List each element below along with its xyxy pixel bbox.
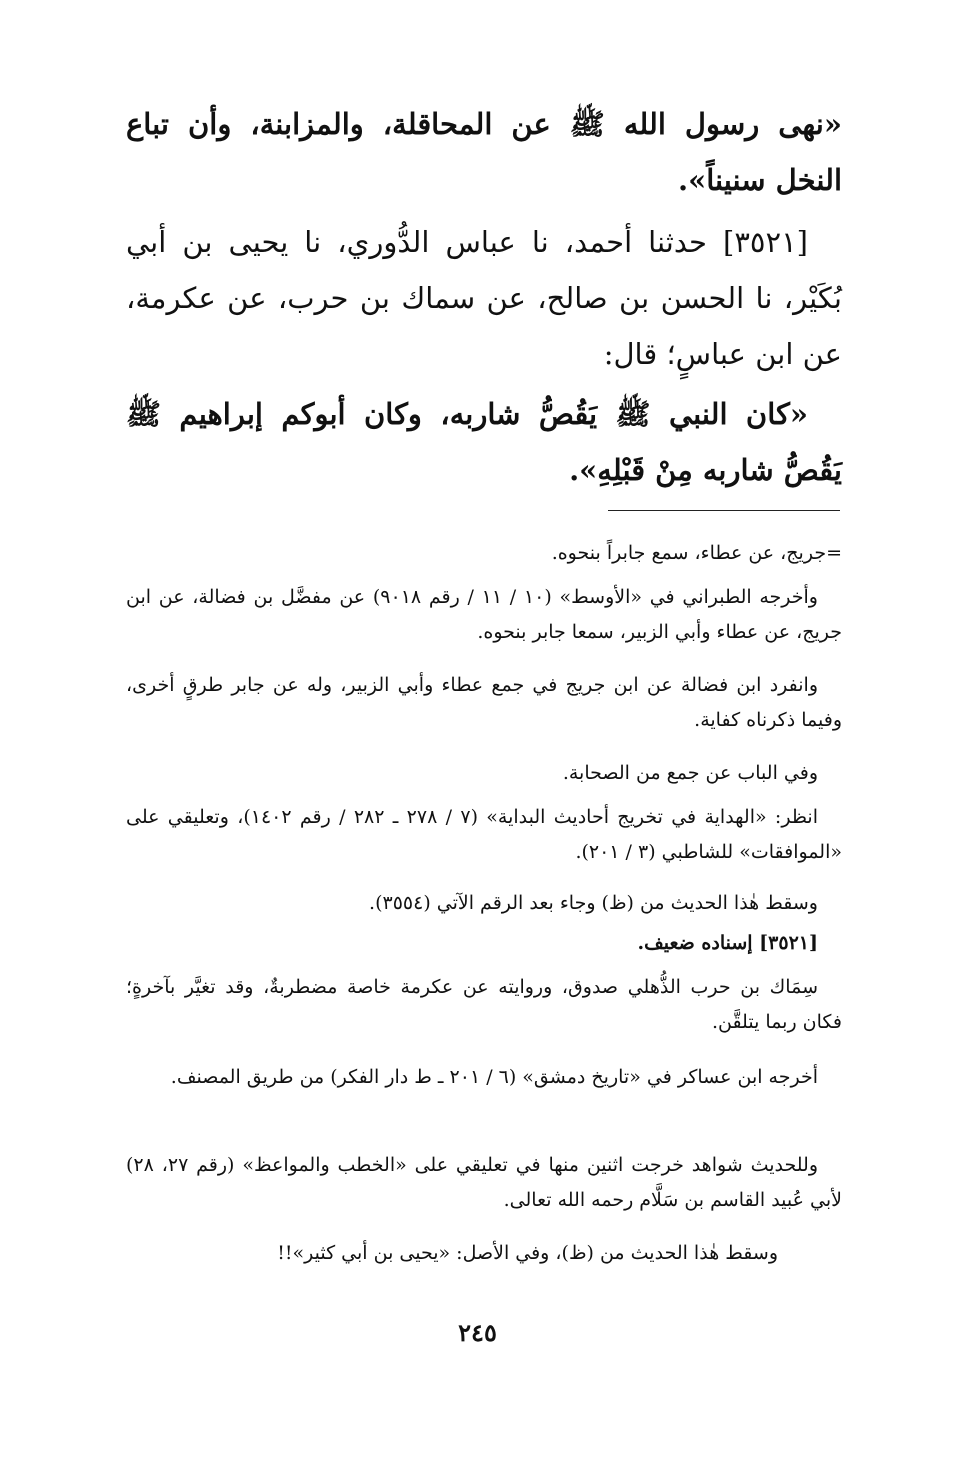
footnote-line: وسقط هٰذا الحديث من (ظ)، وفي الأصل: «يحيى بن أبي كثير»!! (277, 1242, 778, 1264)
footnote-line: وأخرجه الطبراني في «الأوسط» (١٠ / ١١ / رقم ٩٠١٨) عن مفضَّل بن فضالة، عن ابن جريج، عن عطاء وأبي الزبير، سمعا جابر بنحوه. (126, 586, 842, 643)
footnote-line: وللحديث شواهد خرجت اثنين منها في تعليقي على «الخطب والمواعظ» (رقم ٢٧، ٢٨) لأبي عُبيد القاسم بن سَلَّام رحمه الله تعالى. (126, 1154, 842, 1211)
footnote-line: وسقط هٰذا الحديث من (ظ) وجاء بعد الرقم الآتي (٣٥٥٤). (369, 892, 818, 914)
footnote-line: سِمَاك بن حرب الذُّهلي صدوق، وروايته عن عكرمة خاصة مضطربةٌ، وقد تغيَّر بآخرةٍ؛ فكان ربما يتلقَّن. (126, 976, 842, 1033)
hadith-3521-isnad: [٣٥٢١] حدثنا أحمد، نا عباس الدُّوري، نا يحيى بن أبي بُكَيْر، نا الحسن بن صالح، عن سماك بن حرب، عن عكرمة، عن ابن عباسٍ؛ قال: (126, 225, 842, 371)
footnote-line: انظر: «الهداية في تخريج أحاديث البداية» (٧ / ٢٧٨ ـ ٢٨٢ / رقم ١٤٠٢)، وتعليقي على «الموافقات» للشاطبي (٣ / ٢٠١). (126, 806, 842, 863)
footnote-line: =جريج، عن عطاء، سمع جابراً بنحوه. (551, 542, 842, 564)
hadith-prev-matn: «نهى رسول الله ﷺ عن المحاقلة، والمزابنة، وأن تباع النخل سنيناً». (126, 107, 842, 197)
footnote-line: وانفرد ابن فضالة عن ابن جريج في جمع عطاء وأبي الزبير، وله عن جابر طرقٍ أخرى، وفيما ذكرناه كفاية. (126, 674, 842, 731)
page-number: ٢٤٥ (458, 1318, 497, 1347)
hadith-3521-matn: «كان النبي ﷺ يَقُصُّ شاربه، وكان أبوكم إبراهيم ﷺ يَقُصُّ شاربه مِنْ قَبْلِهِ». (126, 397, 842, 487)
footnote-separator (608, 510, 840, 511)
footnote-line: أخرجه ابن عساكر في «تاريخ دمشق» (٦ / ٢٠١ ـ ط دار الفكر) من طريق المصنف. (170, 1066, 818, 1088)
footnote-line: وفي الباب عن جمع من الصحابة. (562, 762, 818, 784)
footnote-isnad-grade: [٣٥٢١] إسناده ضعيف. (637, 932, 818, 954)
